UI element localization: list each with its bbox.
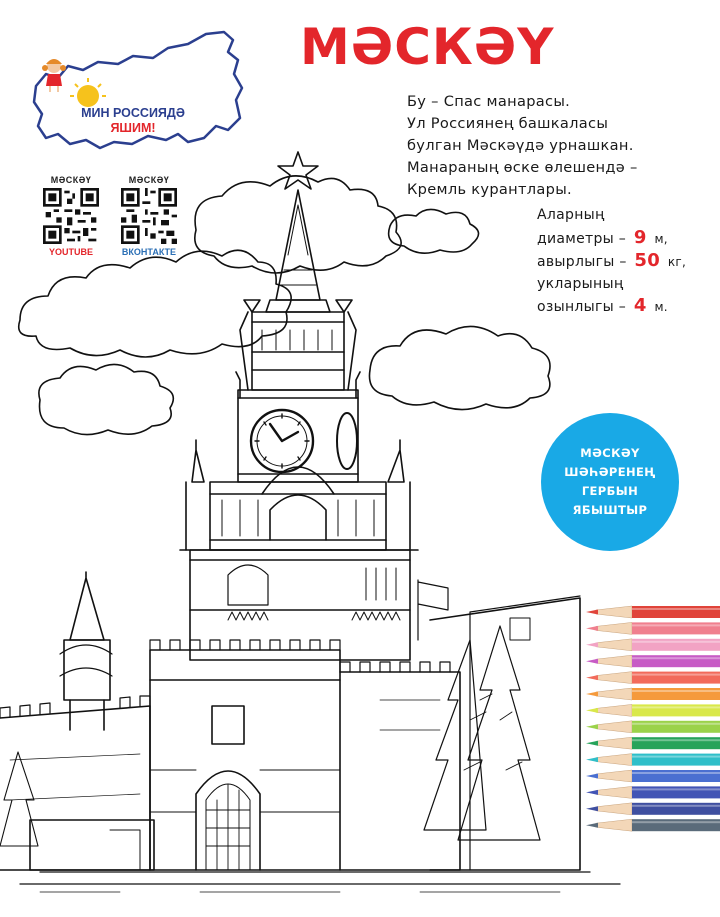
weight-label: авырлыгы – <box>537 254 627 270</box>
diameter-label: диаметры – <box>537 230 627 247</box>
badge-line: МӘСКӘҮ <box>580 446 640 460</box>
pencil <box>586 721 720 733</box>
info-line: Ул Россиянең башкаласы <box>407 115 609 132</box>
gate-wall <box>150 650 340 870</box>
weight-value: 50 <box>634 250 661 271</box>
pinnacle <box>192 440 204 482</box>
stats-line4: укларының <box>537 275 624 292</box>
pencil <box>586 754 720 766</box>
pencil <box>586 803 720 815</box>
qr-caption: МӘСКӘҮ <box>50 175 92 185</box>
diameter-value: 9 <box>633 226 647 248</box>
info-line: Бу – Спас манарасы. <box>407 93 571 110</box>
pencil <box>586 622 720 634</box>
pencil <box>586 786 720 798</box>
weight-unit: кг, <box>667 255 687 269</box>
senate-building <box>430 598 580 870</box>
info-line: Манараның өске өлешендә – <box>407 159 638 176</box>
colored-pencils <box>586 606 720 831</box>
youtube-label: YOUTUBE <box>48 247 93 257</box>
logo-line2: ЯШИМ! <box>110 121 156 135</box>
info-line: Кремль курантлары. <box>407 181 572 198</box>
badge-line: ШӘҺӘРЕНЕҢ <box>564 465 656 479</box>
pencil <box>586 770 720 782</box>
hands-label: озынлыгы – <box>537 299 627 315</box>
info-line: булган Мәскәүдә урнашкан. <box>407 137 634 154</box>
kremlin-wall-right <box>340 672 460 870</box>
pencil <box>586 639 720 651</box>
pencil <box>586 672 720 684</box>
qr-caption: МӘСКӘҮ <box>128 175 170 185</box>
vkontakte-label: ВКОНТАКТЕ <box>121 247 177 257</box>
badge-line: ГЕРБЫН <box>581 484 639 498</box>
kremlin-wall-left <box>0 706 150 870</box>
small-tower <box>70 572 104 640</box>
cloud-shape <box>369 326 550 409</box>
hands-value: 4 <box>633 295 647 316</box>
diameter-unit: м, <box>654 231 668 246</box>
pencil <box>586 688 720 700</box>
pencil <box>586 606 720 618</box>
badge-line: ЯБЫШТЫР <box>572 503 648 517</box>
logo-line1: МИН РОССИЯДӘ <box>81 106 185 120</box>
pinnacle <box>388 440 404 482</box>
pencil <box>586 704 720 716</box>
cloud-shape <box>389 209 479 253</box>
page-title: МӘСКӘҮ <box>300 18 555 76</box>
stats-line1: Аларның <box>537 207 605 223</box>
clock-face-side <box>337 413 357 469</box>
hands-unit: м. <box>654 300 668 314</box>
tower-upper-tier <box>252 312 344 390</box>
pencil <box>586 655 720 667</box>
clock-hands <box>270 424 298 441</box>
pencil <box>586 819 720 831</box>
cloud-shape <box>39 364 173 434</box>
star-icon <box>278 152 318 189</box>
lower-building <box>30 820 154 870</box>
pencil <box>586 737 720 749</box>
